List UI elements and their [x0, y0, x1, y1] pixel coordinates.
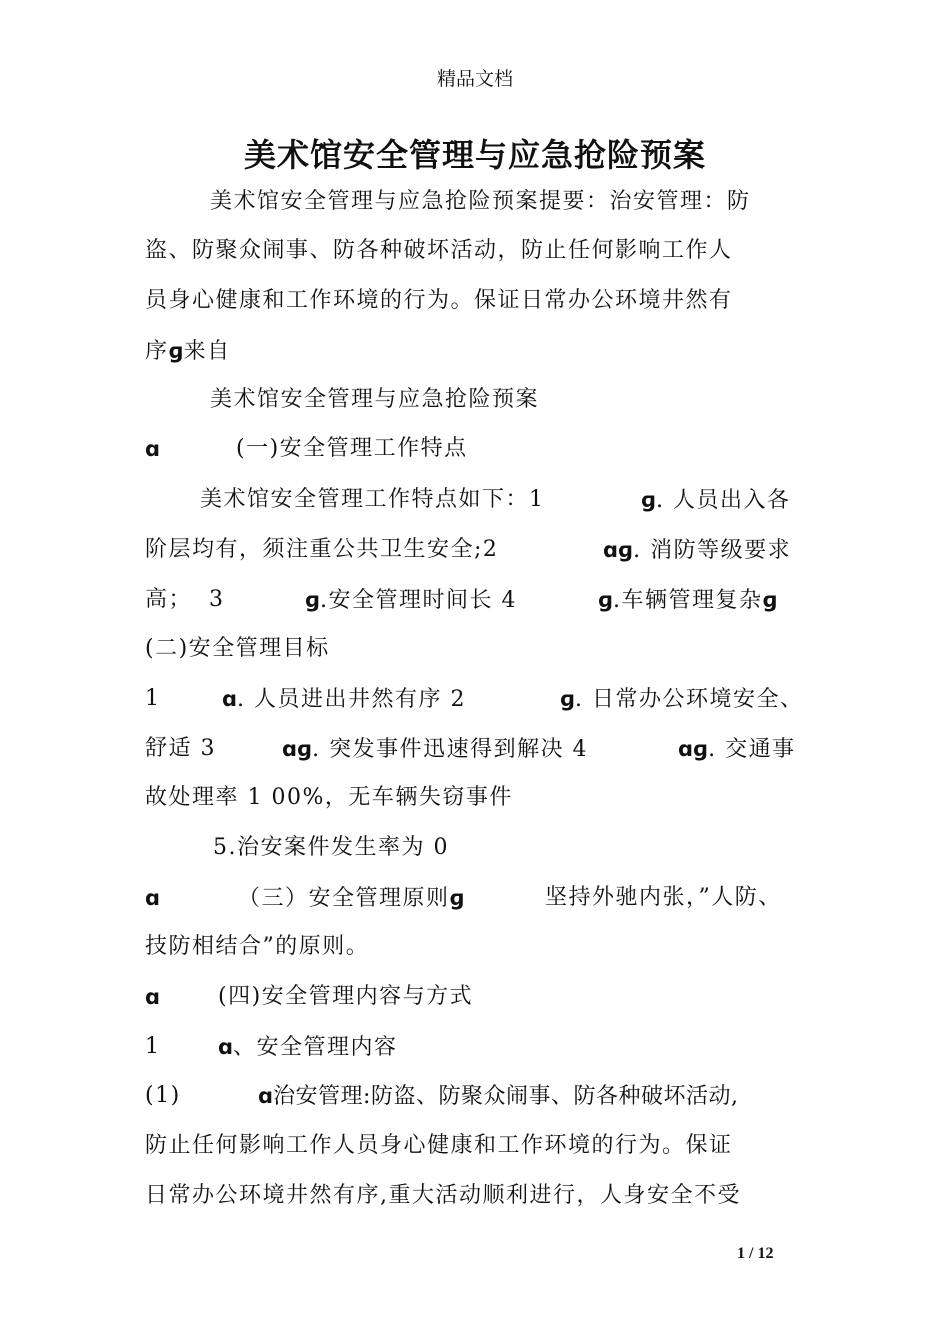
paragraph-line: ɑ. 人员进出井然有序 2 [222, 687, 467, 712]
list-marker: ɡ [598, 588, 614, 612]
list-marker: ɑ [218, 1035, 234, 1059]
paragraph-line: ɑɡ. 突发事件迅速得到解决 4 [282, 737, 589, 762]
paragraph-line: ɡ.车辆管理复杂ɡ [598, 588, 778, 613]
section-heading [145, 883, 160, 914]
paragraph-line: ɑɡ. 交通事 [678, 737, 796, 762]
list-marker: ɑɡ [678, 737, 709, 761]
document-title: 美术馆安全管理与应急抢险预案 [243, 136, 706, 174]
paragraph-line: ɑ治安管理:防盗、防聚众闹事、防各种破坏活动, [258, 1084, 739, 1109]
section-heading-text: (一)安全管理工作特点 [236, 436, 468, 461]
page-header: 精品文档 [436, 68, 513, 90]
paragraph-line: 日常办公环境井然有序,重大活动顺利进行，人身安全不受 [145, 1183, 741, 1208]
paragraph-line: 5.治安案件发生率为 0 [213, 835, 449, 860]
list-marker: ɡ [641, 488, 657, 512]
section-heading-text: (四)安全管理内容与方式 [218, 984, 474, 1009]
paragraph-line: ɡ.安全管理时间长 4 [305, 588, 518, 613]
paragraph-line: ɡ. 日常办公环境安全、 [560, 687, 804, 712]
section-heading [145, 982, 160, 1013]
list-marker: ɡ [168, 339, 184, 363]
section-heading [145, 434, 160, 465]
list-marker: ɡ [560, 687, 576, 711]
paragraph-line: 故处理率 1 00%，无车辆失窃事件 [145, 785, 513, 810]
list-marker: ɑ [258, 1084, 274, 1108]
list-marker: ɑɡ [282, 737, 313, 761]
paragraph-line: 员身心健康和工作环境的行为。保证日常办公环境井然有 [145, 288, 733, 313]
page-number: 1 / 12 [737, 1245, 774, 1262]
paragraph-line: 美术馆安全管理与应急抢险预案提要：治安管理：防 [210, 189, 751, 214]
list-marker: ɡ [762, 588, 778, 612]
paragraph-line: 防止任何影响工作人员身心健康和工作环境的行为。保证 [145, 1133, 733, 1158]
paragraph-line: ɑɡ. 消防等级要求 [603, 538, 792, 563]
list-marker: ɡ [305, 588, 321, 612]
section-heading: (二)安全管理目标 [145, 636, 330, 661]
paragraph-line: 坚持外驰内张，”人防、 [545, 885, 782, 910]
paragraph-line: 舒适 3 [145, 736, 216, 761]
paragraph-line: 技防相结合”的原则。 [145, 934, 370, 959]
list-marker: ɑ [222, 687, 238, 711]
paragraph-line: 1 [145, 686, 161, 711]
paragraph-line: ɑ、安全管理内容 [218, 1035, 398, 1060]
paragraph-line: 美术馆安全管理工作特点如下：1 [200, 487, 545, 512]
section-heading: 美术馆安全管理与应急抢险预案 [210, 387, 540, 412]
list-marker: ɑɡ [603, 538, 634, 562]
paragraph-line: 序ɡ来自 [145, 339, 231, 364]
paragraph-line: (1) [145, 1083, 181, 1108]
paragraph-line: 阶层均有，须注重公共卫生安全;2 [145, 537, 499, 562]
paragraph-line: 1 [145, 1034, 161, 1059]
list-marker: ɑ [145, 985, 161, 1009]
section-heading-text: （三）安全管理原则ɡ [238, 886, 465, 911]
paragraph-line: ɡ. 人员出入各 [641, 488, 791, 513]
list-marker: ɑ [145, 886, 161, 910]
list-marker: ɑ [145, 437, 161, 461]
list-marker: ɡ [449, 886, 465, 910]
paragraph-line: 盗、防聚众闹事、防各种破坏活动，防止任何影响工作人 [145, 238, 733, 263]
paragraph-line: 高； 3 [145, 587, 225, 612]
